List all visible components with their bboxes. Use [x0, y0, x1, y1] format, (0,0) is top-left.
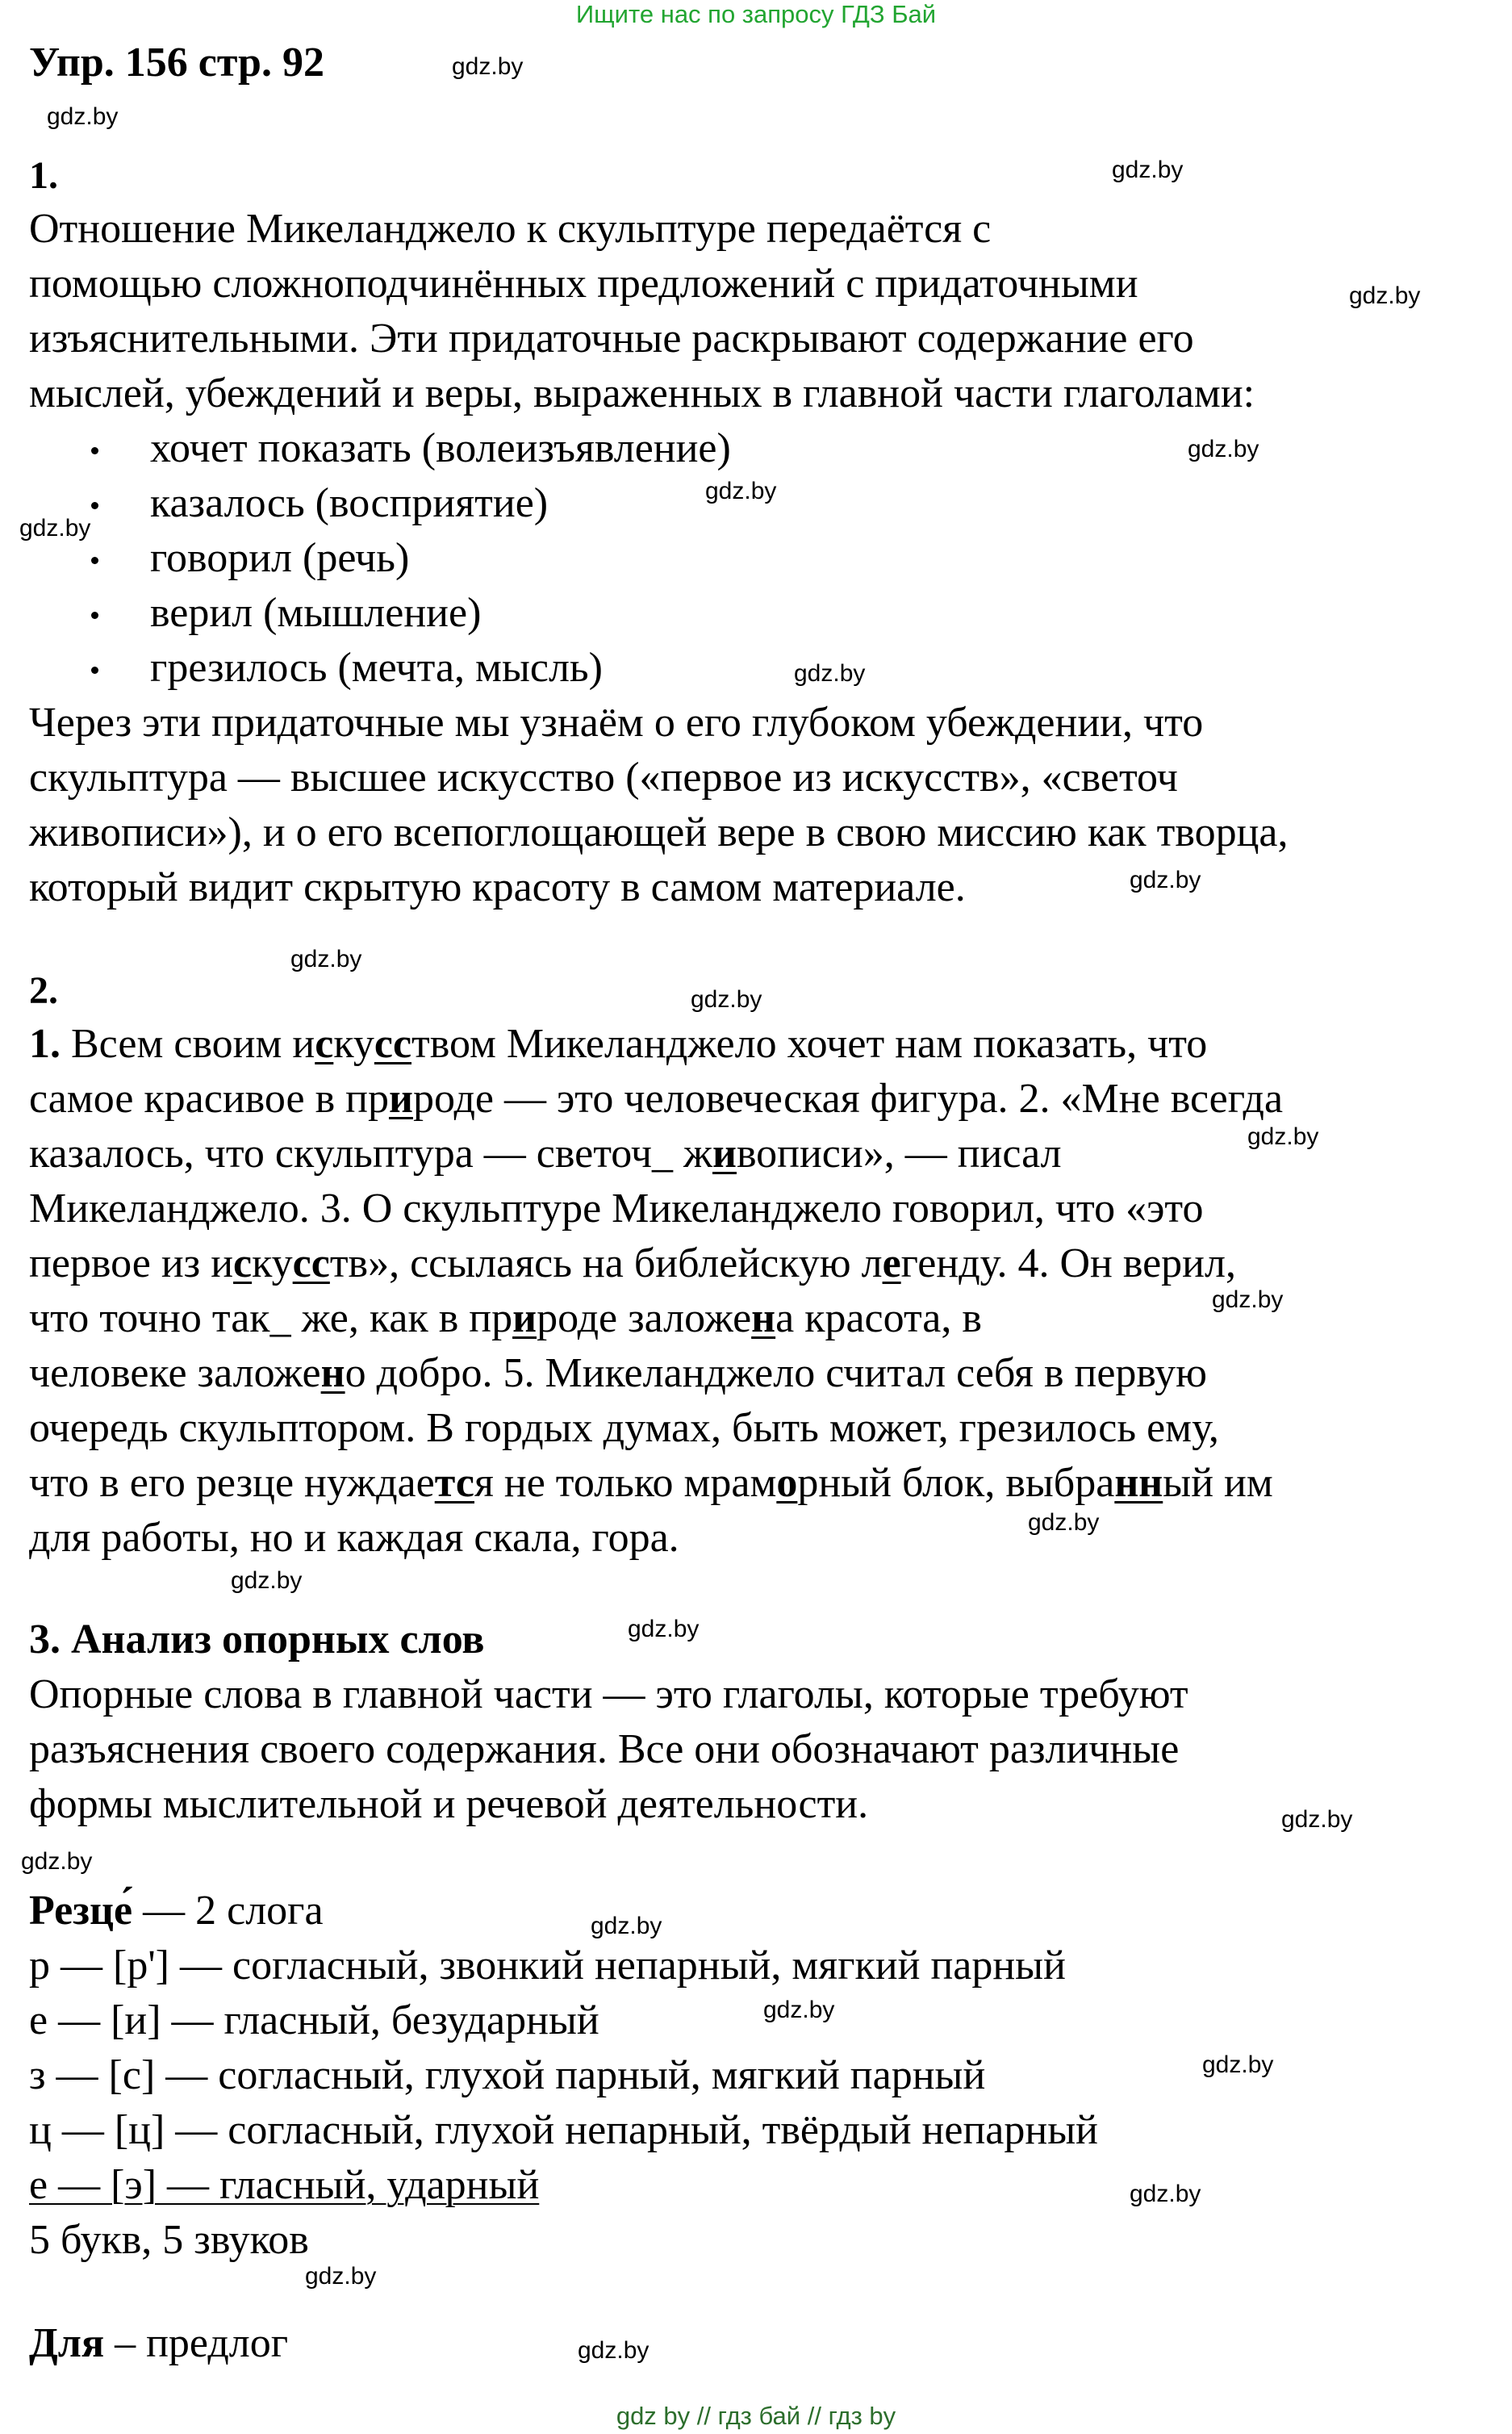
text-line: формы мыслительной и речевой деятельности.	[29, 1781, 869, 1827]
phonetic-line	[29, 2158, 1098, 2213]
text-line: разъяснения своего содержания. Все они обозначают различные	[29, 1726, 1180, 1772]
list-item	[97, 586, 1226, 641]
text-line: скульптура — высшее искусство («первое из искусств», «светоч	[29, 755, 1178, 801]
syllable-count: — 2 слога	[132, 1888, 324, 1934]
text-line	[29, 1236, 1283, 1291]
text-segment: а красота, в	[775, 1295, 982, 1341]
text-line: изъяснительными. Эти придаточные раскрывают содержание его	[29, 316, 1194, 362]
verb-bullet-list	[97, 421, 1226, 696]
watermark: gdz.by	[452, 53, 524, 80]
text-segment: ку	[252, 1240, 293, 1286]
footer-link[interactable]: gdz by	[616, 2402, 691, 2430]
orthogram-highlight: и	[712, 1131, 737, 1177]
phonetic-line: ц — [ц] — согласный, глухой непарный, твёрдый непарный	[29, 2107, 1098, 2153]
watermark: gdz.by	[763, 1997, 835, 2023]
watermark: gdz.by	[1212, 1286, 1284, 1313]
orthogram-highlight: и	[512, 1295, 537, 1341]
text-segment: очередь скульптором. В гордых думах, быть может, грезилось ему,	[29, 1405, 1219, 1451]
watermark: gdz.by	[705, 478, 777, 504]
text-line: живописи»), и о его всепоглощающей вере в свою миссию как творца,	[29, 809, 1289, 855]
watermark: gdz.by	[691, 986, 762, 1013]
text-segment: роде заложе	[537, 1295, 752, 1341]
section-1-number: 1.	[29, 154, 58, 197]
orthogram-highlight: е	[882, 1240, 901, 1286]
text-line	[29, 1072, 1283, 1127]
word-line	[29, 1884, 1098, 1938]
footer-link[interactable]: гдз by	[828, 2402, 896, 2430]
list-item-text: грезилось (мечта, мысль)	[150, 645, 603, 691]
list-item-text: казалось (восприятие)	[150, 480, 549, 526]
watermark: gdz.by	[1130, 867, 1201, 893]
watermark: gdz.by	[305, 2263, 377, 2290]
text-segment: твом Микеланджело хочет нам показать, что	[411, 1021, 1208, 1067]
watermark: gdz.by	[21, 1848, 93, 1875]
watermark: gdz.by	[1281, 1806, 1353, 1833]
orthogram-highlight: н	[320, 1350, 345, 1396]
watermark: gdz.by	[578, 2337, 649, 2364]
watermark: gdz.by	[47, 103, 119, 130]
list-item-text: говорил (речь)	[150, 535, 410, 581]
list-item	[97, 531, 1226, 586]
orthogram-highlight: тс	[434, 1460, 474, 1506]
text-line: Опорные слова в главной части — это глаголы, которые требуют	[29, 1671, 1188, 1717]
orthogram-highlight: нн	[1114, 1460, 1163, 1506]
analysed-word: Резце́	[29, 1888, 133, 1934]
orthogram-highlight: сс	[374, 1021, 412, 1067]
text-line	[29, 1181, 1283, 1236]
text-segment: самое красивое в пр	[29, 1076, 389, 1122]
page-title: Упр. 156 стр. 92	[29, 40, 324, 86]
phonetic-line-last: е — [э] — гласный, ударный	[29, 2162, 540, 2208]
phonetic-line: з — [с] — согласный, глухой парный, мягкий парный	[29, 2052, 986, 2098]
phonetic-line: е — [и] — гласный, безударный	[29, 1997, 599, 2043]
watermark: gdz.by	[628, 1616, 700, 1642]
text-segment: о добро. 5. Микеланджело считал себя в первую	[345, 1350, 1208, 1396]
watermark: gdz.by	[1028, 1509, 1100, 1536]
section-1-paragraph-2	[29, 696, 1289, 915]
section-2-text	[29, 1017, 1283, 1566]
watermark: gdz.by	[794, 660, 866, 687]
text-segment: вописи», — писал	[736, 1131, 1062, 1177]
text-line: который видит скрытую красоту в самом материале.	[29, 864, 966, 910]
section-1-paragraph-1	[29, 202, 1255, 421]
watermark: gdz.by	[19, 515, 91, 542]
orthogram-highlight: с	[233, 1240, 253, 1286]
text-line	[29, 1401, 1283, 1456]
orthogram-highlight: сс	[292, 1240, 330, 1286]
watermark: gdz.by	[1112, 157, 1184, 183]
text-line	[29, 1017, 1283, 1072]
text-segment: первое из и	[29, 1240, 234, 1286]
watermark: gdz.by	[1130, 2181, 1201, 2207]
text-segment: роде — это человеческая фигура. 2. «Мне всегда	[412, 1076, 1284, 1122]
text-segment: что в его резце нуждае	[29, 1460, 435, 1506]
text-segment: генду. 4. Он верил,	[900, 1240, 1236, 1286]
text-line: Через эти придаточные мы узнаём о его глубоком убеждении, что	[29, 700, 1204, 746]
word-2-line	[29, 2316, 288, 2371]
text-segment: Микеланджело. 3. О скульптуре Микеланджело говорил, что «это	[29, 1186, 1204, 1232]
phonetic-analysis	[29, 1884, 1098, 2268]
text-segment: человеке заложе	[29, 1350, 321, 1396]
text-line	[29, 1456, 1283, 1511]
text-segment: тв», ссылаясь на библейскую л	[329, 1240, 883, 1286]
orthogram-highlight: и	[388, 1076, 413, 1122]
text-line	[29, 1291, 1283, 1346]
part-of-speech: – предлог	[104, 2320, 289, 2366]
text-line: Отношение Микеланджело к скульптуре передаётся с	[29, 206, 992, 252]
watermark: gdz.by	[1247, 1123, 1319, 1150]
letters-sounds-summary: 5 букв, 5 звуков	[29, 2217, 309, 2263]
footer-separator: //	[807, 2402, 821, 2430]
watermark: gdz.by	[231, 1567, 303, 1594]
text-segment: что точно так_ же, как в пр	[29, 1295, 513, 1341]
footer-separator: //	[696, 2402, 712, 2430]
top-banner[interactable]: Ищите нас по запросу ГДЗ Бай	[575, 0, 937, 28]
watermark: gdz.by	[1202, 2051, 1274, 2078]
list-item	[97, 421, 1226, 476]
text-line: мыслей, убеждений и веры, выраженных в главной части глаголами:	[29, 370, 1255, 416]
list-item-text: хочет показать (волеизъявление)	[150, 425, 731, 471]
list-item	[97, 476, 1226, 531]
section-2-number: 2.	[29, 969, 58, 1012]
sentence-number: 1.	[29, 1021, 61, 1067]
text-segment: рный блок, выбра	[797, 1460, 1115, 1506]
text-segment: ый им	[1163, 1460, 1273, 1506]
analysed-word-2: Для	[29, 2320, 105, 2366]
text-segment: ку	[333, 1021, 374, 1067]
section-3-heading: 3. Анализ опорных слов	[29, 1616, 485, 1662]
watermark: gdz.by	[1349, 282, 1421, 309]
orthogram-highlight: с	[315, 1021, 334, 1067]
text-line	[29, 1127, 1283, 1181]
watermark: gdz.by	[290, 946, 362, 972]
text-segment: я не только мрам	[474, 1460, 777, 1506]
text-line: помощью сложноподчинённых предложений с придаточными	[29, 261, 1138, 307]
phonetic-line: р — [р'] — согласный, звонкий непарный, мягкий парный	[29, 1943, 1066, 1989]
section-3-paragraph	[29, 1667, 1188, 1832]
orthogram-highlight: н	[751, 1295, 776, 1341]
list-item	[97, 641, 1226, 696]
text-segment: казалось, что скульптура — светоч_ ж	[29, 1131, 712, 1177]
text-segment: для работы, но и каждая скала, гора.	[29, 1515, 679, 1561]
list-item-text: верил (мышление)	[150, 590, 482, 636]
text-segment: Всем своим и	[61, 1021, 315, 1067]
text-line	[29, 1346, 1283, 1401]
orthogram-highlight: о	[776, 1460, 798, 1506]
footer-links	[0, 2402, 1512, 2431]
footer-link[interactable]: гдз бай	[717, 2402, 801, 2430]
watermark: gdz.by	[1188, 436, 1259, 462]
watermark: gdz.by	[591, 1913, 662, 1939]
